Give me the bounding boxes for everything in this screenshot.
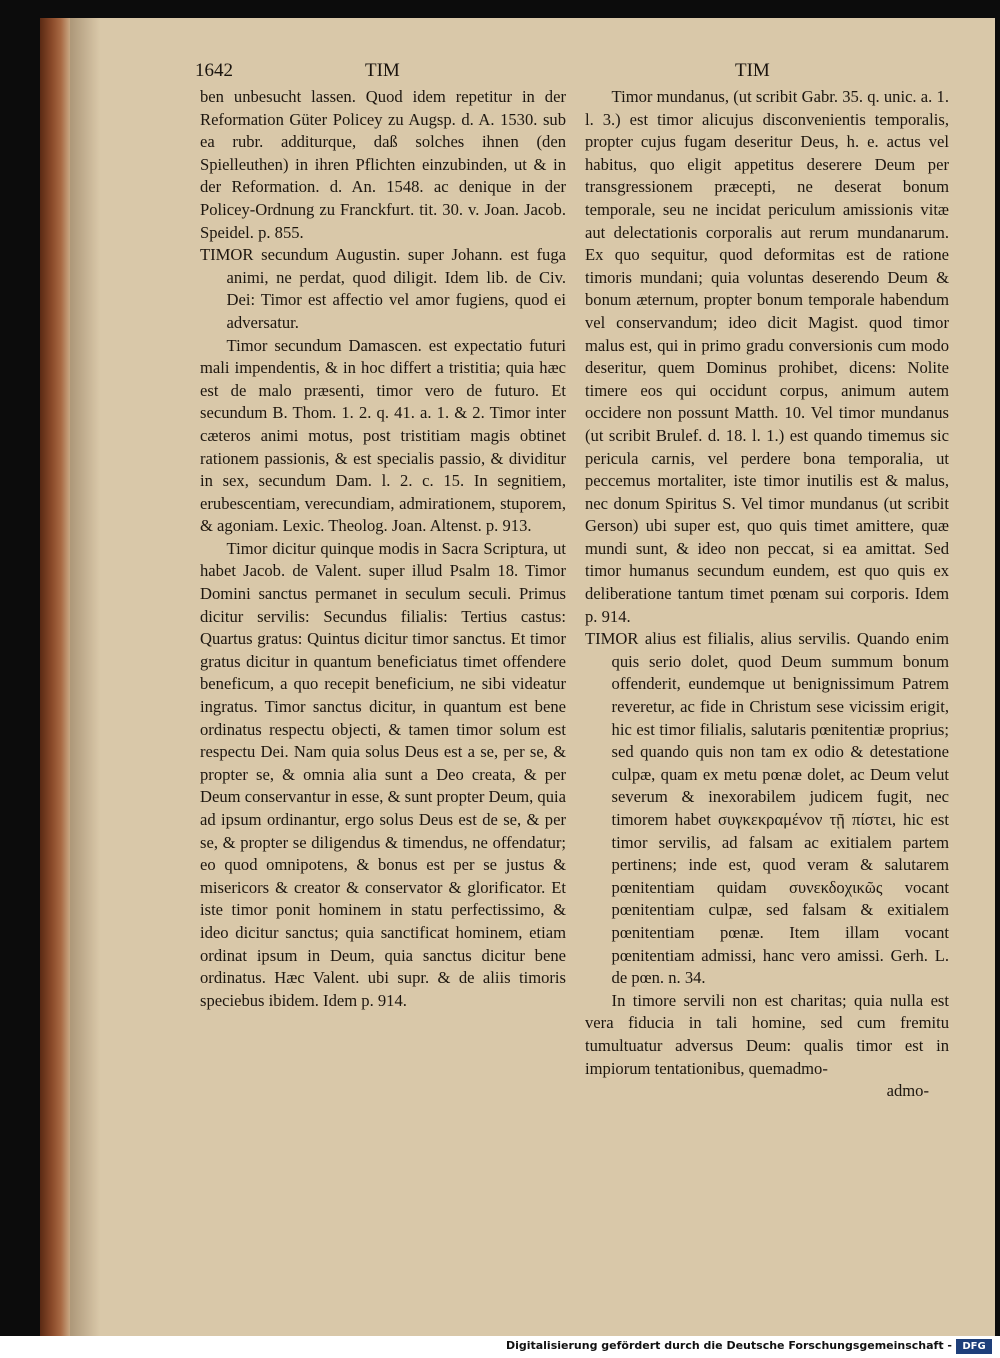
dfg-logo-icon: DFG — [956, 1339, 992, 1354]
paragraph-timor-damascen: Timor secundum Damascen. est expectatio futuri mali impendentis, & in hoc differt a tristitia; quia hæc est de malo præsenti, timor vero de futuro. Et secundum B. Thom. 1. 2. q. 41. a. 1. & 2. Timor inter cæteros animi motus, post tristitiam magis obtinet rationem passionis, & est specialis passio, & dividitur in sex, secundum Dam. l. 2. c. 15. In segnitiem, erubescentiam, verecundiam, admirationem, stuporem, & agoniam. Lexic. Theolog. Joan. Altenst. p. 913. — [200, 335, 566, 536]
right-column — [585, 86, 949, 1103]
paragraph-timor-mundanus: Timor mundanus, (ut scribit Gabr. 35. q. unic. a. 1. l. 3.) est timor alicujus disconvenientis temporalis, propter cujus fugam deseritur Deus, h. e. actus vel habitus, quo eligit appetitus deserere Deum per transgressionem præcepti, ne deserat bonum temporale, seu ne incidat periculum amissionis vitæ aut delectationis corporalis aut rerum mundanarum. Ex quo sequitur, quod deformitas est de ratione timoris mundani; quia voluntas deserendo Deum & bonum æternum, propter bonum temporale habendum vel conservandum; ideo dicit Magist. quod timor malus est, qui in primo gradu conversionis cum modo deseritur, quem Dominus prohibet, dicens: Nolite timere eos qui occidunt corpus, animum autem occidere non possunt Matth. 10. Vel timor mundanus (ut scribit Brulef. d. 18. l. 1.) est quando timemus sic pericula carnis, vel perdere bona temporalia, ut peccemus mortaliter, iste timor inutilis est & malus, nec donum Spiritus S. Vel timor mundanus (ut scribit Gerson) ubi super est, quo quis timet amittere, quæ mundi sunt, & ideo non peccat, si ea amittat. Sed timor humanus secundum eundem, est quo quis ex deliberatione tantum timet pœnam sui corporis. Idem p. 914. — [585, 87, 949, 626]
left-column — [200, 86, 566, 1012]
gutter-shadow — [70, 18, 100, 1336]
right-running-head: TIM — [735, 60, 770, 81]
page-number: 1642 — [195, 60, 233, 81]
paragraph-timor-augustin: TIMOR secundum Augustin. super Johann. est fuga animi, ne perdat, quod diligit. Idem lib. de Civ. Dei: Timor est affectio vel amor fugiens, quod ei adversatur. — [200, 245, 566, 332]
paragraph-timor-servilis: In timore servili non est charitas; quia nulla est vera fiducia in tali homine, sed cum fremitu tumultuatur adversus Deum: qualis timor est in impiorum tentationibus, quemadmo- — [585, 990, 949, 1078]
book-binding — [40, 18, 70, 1336]
paragraph-timor-quinque-modis: Timor dicitur quinque modis in Sacra Scriptura, ut habet Jacob. de Valent. super illud Psalm 18. Timor Domini sanctus permanet in seculum seculi. Primus dicitur servilis: Secundus filialis: Tertius castus: Quartus gratus: Quintus dicitur timor sanctus. Et timor gratus dicitur in quantum beneficiatus timet offendere beneficum, a quo recepit beneficium, ne sibi videatur ingratus. Timor sanctus dicitur, in quantum est bene ordinatus respectu objecti, & tamen timor solum est respectu Dei. Nam quia solus Deus est a se, per se, & propter se, & omnia alia sunt a Deo creata, & per Deum conservantur in esse, & sunt propter Deum, quia ad ipsum ordinantur, ergo solus Deus est de se, & per se, & propter se diligendus & timendus, ne offendatur; eo quod omnipotens, & bonus est per se justus & misericors & creator & conservator & glorificator. Et iste timor ponit hominem in statu perfectissimo, & ideo dicitur sanctus; quia sanctificat hominem, etiam ordinat ipsum in Deum, quia sanctus dicitur bene ordinatus. Hæc Valent. ubi supr. & de aliis timoris speciebus ibidem. Idem p. 914. — [200, 538, 566, 1010]
footer-credit: Digitalisierung gefördert durch die Deutsche Forschungsgemeinschaft - — [505, 1339, 952, 1352]
paragraph-timor-filialis: TIMOR alius est filialis, alius servilis. Quando enim quis serio dolet, quod Deum summum bonum offenderit, eundemque ut benignissimum Patrem reveretur, ac fide in Christum sese vicissim erigit, hic est timor filialis, salutaris pœnitentiæ proprius; sed quando quis non tam ex odio & detestatione culpæ, quam ex metu pœnæ dolet, ac Deum velut severum & inexorabilem judicem fugit, nec timorem habet συγκεκραμένον τῇ πίστει, hic est timor servilis, ad falsam ac exitialem partem pertinens; inde est, quod veram & salutarem pœnitentiam quidam συνεκδοχικῶς vocant pœnitentiam culpæ, sed falsam & exitialem pœnitentiam pœnæ. Item illam vocant pœnitentiam admissi, hanc vero amissi. Gerh. L. de pœn. n. 34. — [585, 629, 949, 988]
book-page — [40, 18, 995, 1336]
catchword: admo- — [886, 1081, 929, 1101]
digitization-footer — [0, 1336, 1000, 1358]
paragraph-continuation: ben unbesucht lassen. Quod idem repetitur in der Reformation Güter Policey zu Augsp. d. A. 1530. sub ea rubr. additurque, daß solches ihnen (den Spielleuthen) in ihren Pflichten einzubinden, ut & in der Reformation. d. An. 1548. ac denique in der Policey-Ordnung zu Franckfurt. tit. 30. v. Joan. Jacob. Speidel. p. 855. — [200, 87, 566, 242]
left-running-head: TIM — [365, 60, 400, 81]
